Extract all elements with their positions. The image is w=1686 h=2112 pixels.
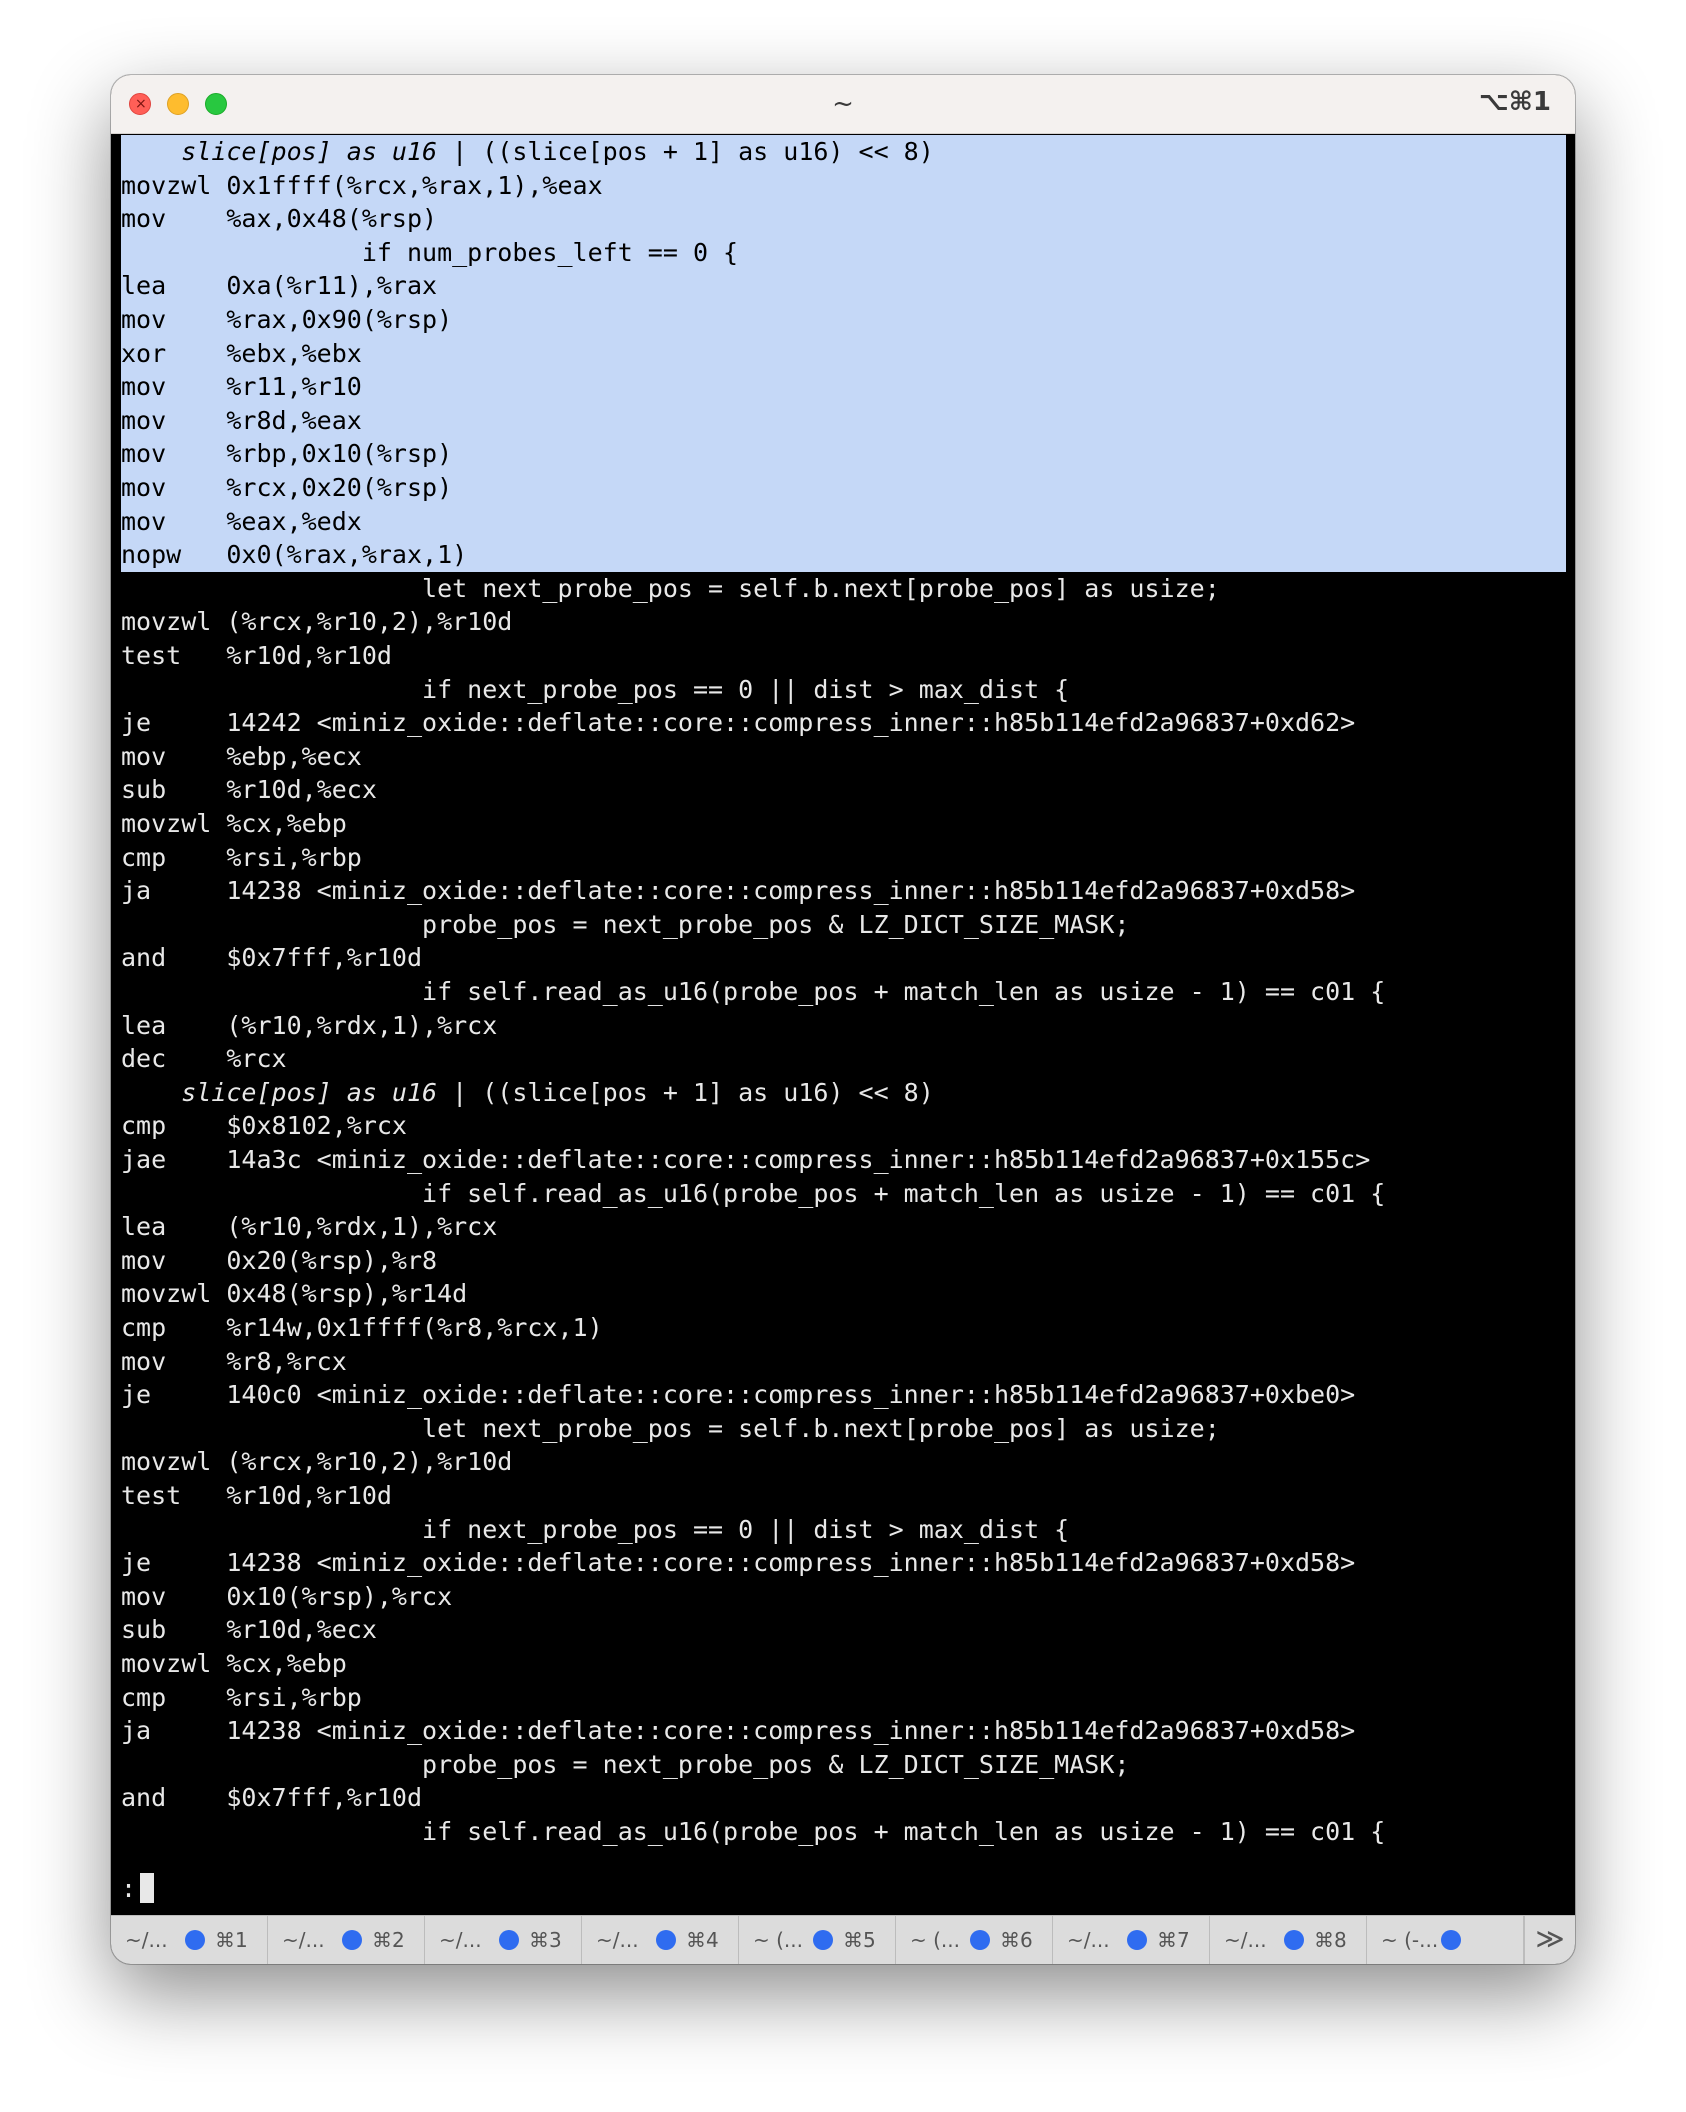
tab-title: ~ (...	[910, 1928, 960, 1952]
output-line: jae 14a3c <miniz_oxide::deflate::core::compress_inner::h85b114efd2a96837+0x155c>	[121, 1145, 1371, 1174]
output-line: if self.read_as_u16(probe_pos + match_len as usize - 1) == c01 {	[121, 977, 1386, 1006]
selected-line: movzwl 0x1ffff(%rcx,%rax,1),%eax	[121, 169, 1566, 203]
tab-shortcut: ⌘3	[529, 1928, 562, 1952]
selected-line: mov %ax,0x48(%rsp)	[121, 202, 1566, 236]
italic-source-prefix: slice[pos] as u16	[181, 1077, 438, 1107]
selected-line: xor %ebx,%ebx	[121, 337, 1566, 371]
selected-line: mov %r11,%r10	[121, 370, 1566, 404]
cursor	[140, 1873, 154, 1903]
output-line: movzwl (%rcx,%r10,2),%r10d	[121, 607, 513, 637]
terminal-output[interactable]	[121, 133, 1565, 1964]
tab-7[interactable]	[1053, 1916, 1210, 1964]
activity-dot-icon	[813, 1930, 833, 1950]
selected-line: mov %eax,%edx	[121, 505, 1566, 539]
terminal-window	[111, 75, 1575, 1964]
activity-dot-icon	[1441, 1930, 1461, 1950]
selected-line: lea 0xa(%r11),%rax	[121, 269, 1566, 303]
tab-1[interactable]	[111, 1916, 268, 1964]
output-line: sub %r10d,%ecx	[121, 1615, 377, 1645]
activity-dot-icon	[656, 1930, 676, 1950]
tab-2[interactable]	[268, 1916, 425, 1964]
output-line: mov 0x20(%rsp),%r8	[121, 1245, 438, 1275]
tab-8[interactable]	[1210, 1916, 1367, 1964]
output-line: and $0x7fff,%r10d	[121, 1783, 423, 1813]
selected-line: nopw 0x0(%rax,%rax,1)	[121, 538, 1566, 572]
tab-overflow-button[interactable]: ≫	[1524, 1916, 1575, 1964]
tab-title: ~/...	[282, 1928, 325, 1952]
output-line: je 14238 <miniz_oxide::deflate::core::compress_inner::h85b114efd2a96837+0xd58>	[121, 1548, 1356, 1578]
output-line: je 140c0 <miniz_oxide::deflate::core::compress_inner::h85b114efd2a96837+0xbe0>	[121, 1380, 1356, 1410]
output-line: if self.read_as_u16(probe_pos + match_len as usize - 1) == c01 {	[121, 1178, 1386, 1208]
tab-9[interactable]	[1367, 1916, 1524, 1964]
tab-shortcut: ⌘7	[1157, 1928, 1190, 1952]
activity-dot-icon	[185, 1930, 205, 1950]
output-line: mov %ebp,%ecx	[121, 741, 362, 771]
tab-title: ~ (-...	[1381, 1928, 1439, 1952]
selected-line: mov %r8d,%eax	[121, 404, 1566, 438]
tab-shortcut: ⌘2	[372, 1928, 405, 1952]
output-line: cmp %rsi,%rbp	[121, 842, 362, 872]
output-line: probe_pos = next_probe_pos & LZ_DICT_SIZE_MASK;	[121, 1749, 1130, 1779]
tab-title: ~/...	[596, 1928, 639, 1952]
tab-shortcut: ⌘4	[686, 1928, 719, 1952]
tab-title: ~/...	[439, 1928, 482, 1952]
output-line: lea (%r10,%rdx,1),%rcx	[121, 1212, 498, 1242]
window-title: ~	[832, 89, 854, 119]
output-line: probe_pos = next_probe_pos & LZ_DICT_SIZE_MASK;	[121, 909, 1130, 939]
output-line: if next_probe_pos == 0 || dist > max_dist {	[121, 674, 1070, 704]
output-line: movzwl %cx,%ebp	[121, 1649, 347, 1678]
output-line: movzwl (%rcx,%r10,2),%r10d	[121, 1447, 513, 1477]
output-line: if self.read_as_u16(probe_pos + match_len as usize - 1) == c01 {	[121, 1817, 1386, 1846]
pager-prompt[interactable]	[121, 1872, 154, 1906]
title-bar	[111, 75, 1575, 134]
italic-source-prefix: slice[pos] as u16	[181, 137, 438, 166]
tab-shortcut: ⌘8	[1314, 1928, 1347, 1952]
selected-line: slice[pos] as u16 | ((slice[pos + 1] as u16) << 8)	[121, 135, 1566, 169]
output-line: test %r10d,%r10d	[121, 641, 392, 670]
tab-6[interactable]	[896, 1916, 1053, 1964]
output-line: let next_probe_pos = self.b.next[probe_pos] as usize;	[121, 1413, 1220, 1443]
window-shortcut: ⌥⌘1	[1478, 87, 1551, 117]
selected-line: mov %rcx,0x20(%rsp)	[121, 471, 1566, 505]
output-line: test %r10d,%r10d	[121, 1481, 392, 1510]
output-line: lea (%r10,%rdx,1),%rcx	[121, 1010, 498, 1040]
output-line: movzwl %cx,%ebp	[121, 809, 347, 838]
output-line: dec %rcx	[121, 1044, 287, 1074]
tab-title: ~ (...	[753, 1928, 803, 1952]
tab-3[interactable]	[425, 1916, 582, 1964]
tab-shortcut: ⌘1	[215, 1928, 248, 1952]
output-line: and $0x7fff,%r10d	[121, 943, 423, 973]
prompt-text: :	[121, 1874, 137, 1903]
output-line: cmp $0x8102,%rcx	[121, 1111, 407, 1141]
output-line: ja 14238 <miniz_oxide::deflate::core::compress_inner::h85b114efd2a96837+0xd58>	[121, 1716, 1356, 1746]
output-line: je 14242 <miniz_oxide::deflate::core::compress_inner::h85b114efd2a96837+0xd62>	[121, 708, 1356, 738]
tab-title: ~/...	[1067, 1928, 1110, 1952]
tab-shortcut: ⌘5	[843, 1928, 876, 1952]
tab-shortcut: ⌘6	[1000, 1928, 1033, 1952]
activity-dot-icon	[499, 1930, 519, 1950]
selected-line: if num_probes_left == 0 {	[121, 236, 1566, 270]
output-line: slice[pos] as u16 | ((slice[pos + 1] as u16) << 8)	[181, 1077, 934, 1107]
tab-title: ~/...	[125, 1928, 168, 1952]
output-line: movzwl 0x48(%rsp),%r14d	[121, 1279, 468, 1309]
activity-dot-icon	[1284, 1930, 1304, 1950]
output-line: if next_probe_pos == 0 || dist > max_dist {	[121, 1514, 1070, 1544]
output-line: cmp %r14w,0x1ffff(%r8,%rcx,1)	[121, 1313, 603, 1342]
output-line: ja 14238 <miniz_oxide::deflate::core::compress_inner::h85b114efd2a96837+0xd58>	[121, 876, 1356, 906]
tab-5[interactable]	[739, 1916, 896, 1964]
selected-line: mov %rbp,0x10(%rsp)	[121, 437, 1566, 471]
output-line: cmp %rsi,%rbp	[121, 1682, 362, 1712]
tab-bar	[111, 1915, 1575, 1964]
selected-line: mov %rax,0x90(%rsp)	[121, 303, 1566, 337]
output-line: mov 0x10(%rsp),%rcx	[121, 1581, 453, 1611]
tab-4[interactable]	[582, 1916, 739, 1964]
activity-dot-icon	[970, 1930, 990, 1950]
close-icon: ×	[135, 96, 147, 112]
output-line: mov %r8,%rcx	[121, 1346, 347, 1376]
activity-dot-icon	[1127, 1930, 1147, 1950]
output-line: sub %r10d,%ecx	[121, 775, 377, 805]
activity-dot-icon	[342, 1930, 362, 1950]
output-line: let next_probe_pos = self.b.next[probe_pos] as usize;	[121, 573, 1220, 603]
tab-title: ~/...	[1224, 1928, 1267, 1952]
